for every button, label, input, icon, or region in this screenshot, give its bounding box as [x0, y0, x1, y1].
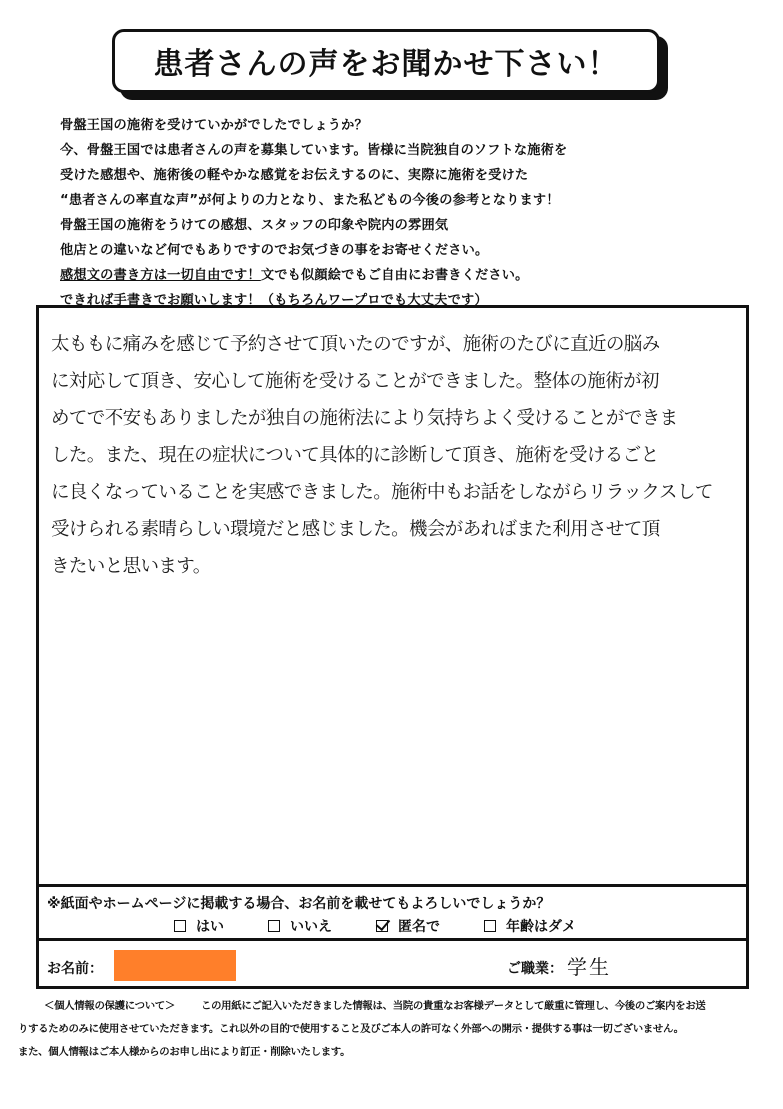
answer-line: に対応して頂き、安心して施術を受けることができました。整体の施術が初 — [51, 371, 659, 392]
answer-line: めてで不安もありましたが独自の施術法により気持ちよく受けることができま — [51, 408, 678, 429]
divider — [39, 938, 746, 941]
checkbox-anonymous[interactable] — [376, 920, 388, 932]
footer-line: また、個人情報はご本人様からのお申し出により訂正・削除いたします。 — [18, 1046, 351, 1058]
privacy-text: この用紙にご記入いただきました情報は、当院の貴重なお客様データとして厳重に管理し、今後のご案内をお送 — [200, 1000, 706, 1012]
occupation-value: 学生 — [567, 955, 611, 979]
intro-line: 受けた感想や、施術後の軽やかな感覚をお伝えするのに、実際に施術を受けた — [60, 168, 529, 183]
option-no-age[interactable] — [484, 916, 576, 936]
handwritten-answer — [51, 326, 741, 585]
title-banner — [112, 29, 660, 93]
intro-line: 他店との違いなど何でもありですのでお気づきの事をお寄せください。 — [60, 243, 489, 258]
option-anonymous[interactable] — [376, 916, 440, 936]
footer-line: りするためのみに使用させていただきます。これ以外の目的で使用すること及びご本人の許可なく外部への開示・提供する事は一切ございません。 — [18, 1023, 684, 1035]
footer-line — [44, 995, 764, 1018]
intro-text — [60, 113, 760, 313]
page-title: 患者さんの声をお聞かせ下さい！ — [153, 47, 619, 82]
name-label: お名前： — [47, 961, 103, 977]
checkbox-yes[interactable] — [174, 920, 186, 932]
option-label: いいえ — [290, 919, 332, 935]
occupation-label: ご職業： — [507, 961, 563, 977]
divider — [39, 884, 746, 887]
answer-line: 受けられる素晴らしい環境だと感じました。機会があればまた利用させて頂 — [51, 519, 660, 540]
answer-line: きたいと思います。 — [51, 556, 211, 577]
intro-line-free — [60, 263, 760, 288]
answer-line: に良くなっていることを実感できました。施術中もお話をしながらリラックスして — [51, 482, 713, 503]
privacy-heading: ＜個人情報の保護について＞ — [44, 1000, 175, 1012]
option-yes[interactable] — [174, 916, 224, 936]
name-redaction — [114, 950, 236, 981]
checkbox-no[interactable] — [268, 920, 280, 932]
free-format-rest: 文でも似顔絵でもご自由にお書きください。 — [260, 268, 529, 283]
checkbox-no-age[interactable] — [484, 920, 496, 932]
intro-line: 骨盤王国の施術をうけての感想、スタッフの印象や院内の雰囲気 — [60, 218, 449, 233]
intro-line: “患者さんの率直な声”が何よりの力となり、また私どもの今後の参考となります！ — [60, 193, 560, 208]
intro-line: 今、骨盤王国では患者さんの声を募集しています。皆様に当院独自のソフトな施術を — [60, 143, 568, 158]
privacy-footer — [18, 995, 764, 1064]
option-label: はい — [196, 919, 224, 935]
intro-line: できれば手書きでお願いします！（もちろんワープロでも大丈夫です） — [60, 293, 488, 308]
survey-form — [36, 305, 749, 989]
answer-line: した。また、現在の症状について具体的に診断して頂き、施術を受けるごと — [51, 445, 659, 466]
option-label: 匿名で — [398, 919, 440, 935]
answer-line: 太ももに痛みを感じて予約させて頂いたのですが、施術のたびに直近の脳み — [51, 334, 660, 355]
option-label: 年齢はダメ — [506, 919, 576, 935]
consent-options — [174, 916, 620, 936]
consent-question: ※紙面やホームページに掲載する場合、お名前を載せてもよろしいでしょうか？ — [47, 896, 551, 912]
option-no[interactable] — [268, 916, 332, 936]
intro-line: 骨盤王国の施術を受けていかがでしたでしょうか？ — [60, 118, 368, 133]
free-format-note: 感想文の書き方は一切自由です！ — [60, 268, 261, 283]
